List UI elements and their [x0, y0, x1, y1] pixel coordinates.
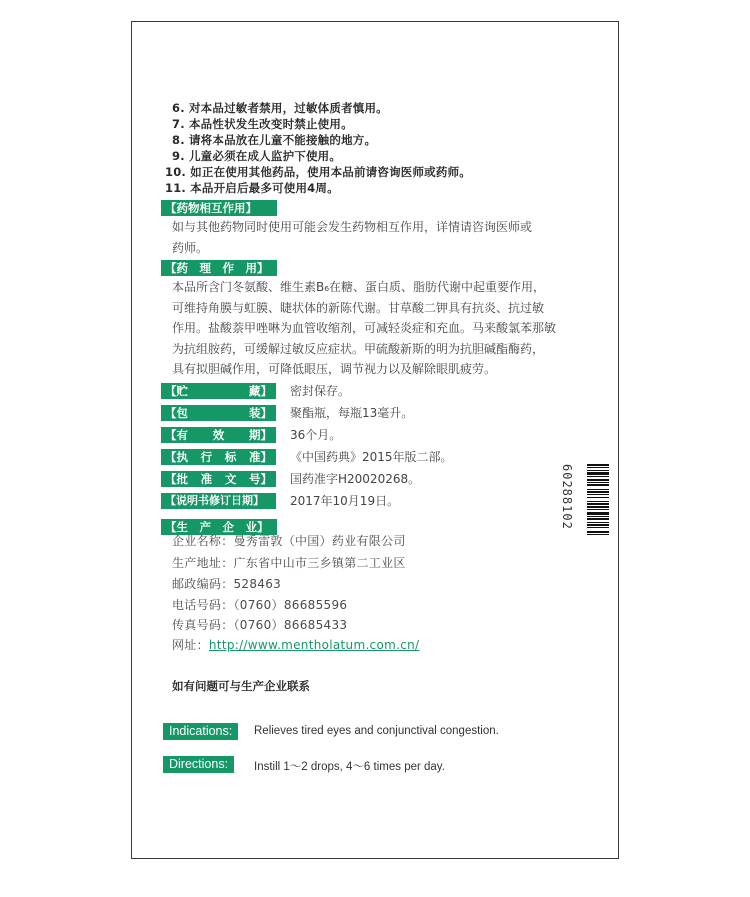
section-label-manufacturer: 【生 产 企 业】	[161, 519, 277, 535]
directions-label: Directions:	[163, 756, 234, 773]
text-line: 本品所含门冬氨酸、维生素B₆在糖、蛋白质、脂肪代谢中起重要作用，	[172, 280, 546, 294]
manufacturer-fax: 传真号码：（0760）86685433	[172, 618, 348, 632]
label-part: 装】	[249, 406, 272, 420]
barcode-number: 60288102	[560, 464, 574, 530]
warning-item: 8. 请将本品放在儿童不能接触的地方。	[172, 133, 377, 147]
revision-date-value: 2017年10月19日。	[290, 494, 400, 508]
section-label-shelf-life	[161, 427, 276, 443]
text-line: 作用。盐酸萘甲唑啉为血管收缩剂，可减轻炎症和充血。马来酸氯苯那敏	[172, 321, 557, 336]
section-label-revision-date	[161, 493, 276, 509]
storage-value: 密封保存。	[290, 384, 351, 398]
warning-item: 11. 本品开启后最多可使用4周。	[165, 181, 339, 195]
label-part: 【包	[165, 406, 188, 420]
shelf-life-value: 36个月。	[290, 428, 342, 442]
standard-value: 《中国药典》2015年版二部。	[290, 450, 453, 464]
warning-item: 6. 对本品过敏者禁用，过敏体质者慎用。	[172, 101, 388, 115]
warning-item: 7. 本品性状发生改变时禁止使用。	[172, 117, 353, 131]
pharmacology-text	[172, 277, 572, 380]
warning-item: 10. 如正在使用其他药品，使用本品前请咨询医师或药师。	[165, 165, 471, 179]
indications-label: Indications:	[163, 723, 238, 740]
text-line: 药师。	[172, 240, 209, 255]
manufacturer-website	[172, 636, 419, 653]
text-line: 如与其他药物同时使用可能会发生药物相互作用，详情请咨询医师或	[172, 220, 533, 234]
indications-text: Relieves tired eyes and conjunctival congestion.	[254, 725, 499, 737]
leaflet-panel	[131, 21, 619, 859]
label-part: 文	[224, 472, 237, 486]
section-label-approval	[161, 471, 276, 487]
label-part: 效	[212, 428, 225, 442]
text-line: 可维持角膜与虹膜、睫状体的新陈代谢。甘草酸二钾具有抗炎、抗过敏	[172, 300, 545, 315]
barcode-icon	[587, 464, 609, 574]
label-part: 标	[224, 450, 237, 464]
text-line: 具有拟胆碱作用，可降低眼压，调节视力以及解除眼肌疲劳。	[172, 362, 497, 377]
website-label: 网址：	[172, 638, 209, 652]
manufacturer-address: 生产地址：广东省中山市三乡镇第二工业区	[172, 556, 406, 570]
section-label-package	[161, 405, 276, 421]
section-label-interactions: 【药物相互作用】	[161, 200, 277, 216]
label-part: 藏】	[249, 384, 272, 398]
directions-text: Instill 1～2 drops, 4～6 times per day.	[254, 761, 445, 773]
label-part: 号】	[248, 472, 272, 486]
approval-value: 国药准字H20020268。	[290, 472, 421, 486]
section-label-storage	[161, 383, 276, 399]
label-part: 准】	[248, 450, 272, 464]
interactions-text	[172, 217, 572, 258]
manufacturer-phone: 电话号码：（0760）86685596	[172, 598, 348, 612]
label-part: 行	[200, 450, 213, 464]
warning-item: 9. 儿童必须在成人监护下使用。	[172, 149, 342, 163]
package-value: 聚酯瓶，每瓶13毫升。	[290, 406, 414, 420]
label-part: 期】	[249, 428, 272, 442]
label-part: 准	[200, 472, 213, 486]
label-part: 【执	[165, 450, 188, 464]
website-link[interactable]: http://www.mentholatum.com.cn/	[208, 638, 420, 652]
text-line: 为抗组胺药，可缓解过敏反应症状。甲硫酸新斯的明为抗胆碱酯酶药，	[172, 341, 545, 356]
section-label-pharmacology: 【药 理 作 用】	[161, 260, 277, 276]
manufacturer-name: 企业名称：曼秀雷敦（中国）药业有限公司	[172, 534, 406, 548]
manufacturer-postcode: 邮政编码：528463	[172, 577, 282, 591]
section-label-standard	[161, 449, 276, 465]
label-part: 【说明书修订日期】	[165, 494, 264, 507]
label-part: 【有	[165, 428, 188, 442]
label-part: 【贮	[165, 384, 188, 398]
contact-note: 如有问题可与生产企业联系	[172, 679, 310, 693]
label-part: 【批	[165, 472, 188, 486]
